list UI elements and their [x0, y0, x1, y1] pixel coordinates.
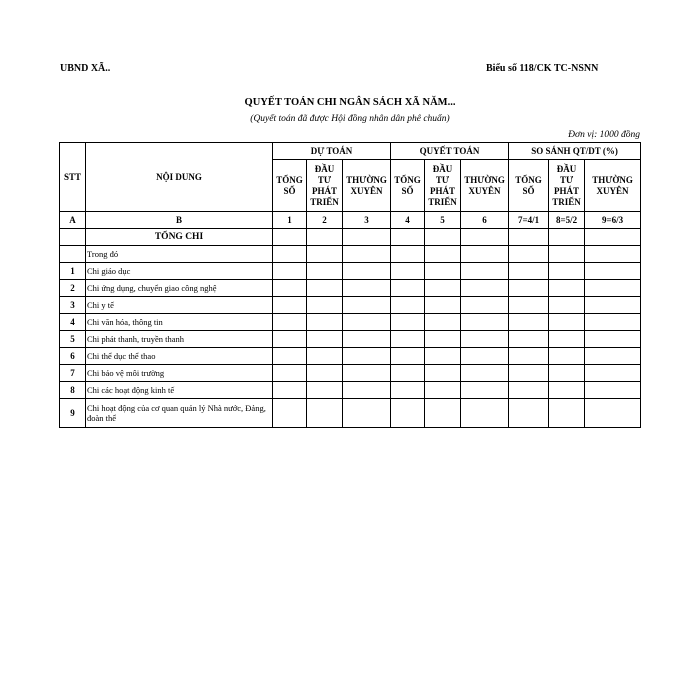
value-cell — [391, 246, 425, 263]
value-cell — [343, 229, 391, 246]
subheader-cell: THƯỜNG XUYÊN — [343, 160, 391, 212]
value-cell — [549, 263, 585, 280]
value-cell — [343, 297, 391, 314]
value-cell — [425, 314, 461, 331]
value-cell — [549, 229, 585, 246]
value-cell — [509, 348, 549, 365]
value-cell — [549, 348, 585, 365]
column-code-cell: 3 — [343, 212, 391, 229]
value-cell — [585, 246, 641, 263]
value-cell — [307, 263, 343, 280]
table-row — [60, 229, 641, 246]
column-code-cell: 7=4/1 — [509, 212, 549, 229]
table-row — [60, 280, 641, 297]
value-cell — [343, 246, 391, 263]
row-content: Trong đó — [86, 246, 273, 263]
value-cell — [425, 229, 461, 246]
col-stt-header: STT — [60, 143, 86, 212]
value-cell — [273, 365, 307, 382]
value-cell — [391, 263, 425, 280]
value-cell — [273, 229, 307, 246]
subheader-cell: TỔNG SỐ — [391, 160, 425, 212]
agency-name: UBND XÃ.. — [60, 63, 111, 74]
column-code-cell: B — [86, 212, 273, 229]
value-cell — [307, 331, 343, 348]
value-cell — [461, 229, 509, 246]
group-settlement-header: QUYẾT TOÁN — [391, 143, 509, 160]
value-cell — [425, 365, 461, 382]
value-cell — [425, 399, 461, 428]
value-cell — [307, 382, 343, 399]
row-stt: 6 — [60, 348, 86, 365]
value-cell — [273, 314, 307, 331]
value-cell — [273, 297, 307, 314]
value-cell — [273, 331, 307, 348]
value-cell — [509, 365, 549, 382]
value-cell — [461, 382, 509, 399]
value-cell — [461, 314, 509, 331]
value-cell — [273, 348, 307, 365]
value-cell — [425, 348, 461, 365]
table-row — [60, 263, 641, 280]
subheader-cell: TỔNG SỐ — [509, 160, 549, 212]
value-cell — [343, 399, 391, 428]
value-cell — [343, 263, 391, 280]
value-cell — [273, 263, 307, 280]
value-cell — [273, 280, 307, 297]
code-row — [60, 212, 641, 229]
value-cell — [549, 382, 585, 399]
value-cell — [391, 297, 425, 314]
value-cell — [391, 365, 425, 382]
value-cell — [461, 399, 509, 428]
value-cell — [509, 280, 549, 297]
value-cell — [509, 229, 549, 246]
value-cell — [307, 280, 343, 297]
row-content: Chi hoạt động của cơ quan quản lý Nhà nước, Đảng, đoàn thể — [86, 399, 273, 428]
table-row — [60, 348, 641, 365]
subheader-cell: ĐẦU TƯ PHÁT TRIỂN — [549, 160, 585, 212]
row-content: Chi các hoạt động kinh tế — [86, 382, 273, 399]
column-code-cell: 4 — [391, 212, 425, 229]
table-row — [60, 382, 641, 399]
value-cell — [509, 297, 549, 314]
value-cell — [307, 314, 343, 331]
value-cell — [343, 331, 391, 348]
row-stt: 7 — [60, 365, 86, 382]
row-content: Chi phát thanh, truyền thanh — [86, 331, 273, 348]
row-stt: 2 — [60, 280, 86, 297]
value-cell — [461, 348, 509, 365]
value-cell — [273, 382, 307, 399]
value-cell — [425, 263, 461, 280]
value-cell — [391, 314, 425, 331]
value-cell — [343, 280, 391, 297]
value-cell — [461, 297, 509, 314]
value-cell — [461, 263, 509, 280]
value-cell — [307, 229, 343, 246]
value-cell — [549, 246, 585, 263]
subheader-cell: ĐẦU TƯ PHÁT TRIỂN — [307, 160, 343, 212]
value-cell — [425, 246, 461, 263]
value-cell — [509, 314, 549, 331]
subheader-cell: ĐẦU TƯ PHÁT TRIỂN — [425, 160, 461, 212]
subheader-cell: TỔNG SỐ — [273, 160, 307, 212]
value-cell — [391, 331, 425, 348]
value-cell — [425, 382, 461, 399]
column-code-cell: 6 — [461, 212, 509, 229]
value-cell — [343, 348, 391, 365]
value-cell — [307, 365, 343, 382]
value-cell — [391, 399, 425, 428]
value-cell — [585, 229, 641, 246]
value-cell — [391, 229, 425, 246]
value-cell — [509, 331, 549, 348]
table-row — [60, 297, 641, 314]
value-cell — [307, 297, 343, 314]
value-cell — [509, 246, 549, 263]
value-cell — [549, 331, 585, 348]
row-stt: 8 — [60, 382, 86, 399]
budget-table — [59, 142, 641, 428]
document-title: QUYẾT TOÁN CHI NGÂN SÁCH XÃ NĂM... — [244, 97, 456, 108]
value-cell — [585, 297, 641, 314]
value-cell — [343, 314, 391, 331]
row-content: TỔNG CHI — [86, 229, 273, 246]
value-cell — [343, 365, 391, 382]
row-stt: 3 — [60, 297, 86, 314]
value-cell — [585, 331, 641, 348]
column-code-cell: A — [60, 212, 86, 229]
value-cell — [391, 280, 425, 297]
table-row — [60, 365, 641, 382]
value-cell — [509, 382, 549, 399]
table-row — [60, 399, 641, 428]
row-stt — [60, 246, 86, 263]
table-row — [60, 331, 641, 348]
row-stt: 5 — [60, 331, 86, 348]
row-stt: 4 — [60, 314, 86, 331]
value-cell — [549, 297, 585, 314]
document-subtitle: (Quyết toán đã được Hội đồng nhân dân phê chuẩn) — [250, 114, 450, 124]
value-cell — [585, 314, 641, 331]
value-cell — [585, 382, 641, 399]
row-content: Chi thể dục thể thao — [86, 348, 273, 365]
row-content: Chi ứng dụng, chuyển giao công nghệ — [86, 280, 273, 297]
group-estimate-header: DỰ TOÁN — [273, 143, 391, 160]
value-cell — [343, 382, 391, 399]
value-cell — [307, 399, 343, 428]
value-cell — [391, 382, 425, 399]
form-number: Biểu số 118/CK TC-NSNN — [486, 63, 599, 74]
value-cell — [585, 348, 641, 365]
row-content: Chi giáo dục — [86, 263, 273, 280]
subheader-cell: THƯỜNG XUYÊN — [461, 160, 509, 212]
value-cell — [549, 399, 585, 428]
row-content: Chi bảo vệ môi trường — [86, 365, 273, 382]
value-cell — [273, 399, 307, 428]
row-stt: 1 — [60, 263, 86, 280]
column-code-cell: 1 — [273, 212, 307, 229]
value-cell — [425, 331, 461, 348]
value-cell — [461, 365, 509, 382]
table-row — [60, 314, 641, 331]
value-cell — [391, 348, 425, 365]
table-row — [60, 246, 641, 263]
col-content-header: NỘI DUNG — [86, 143, 273, 212]
column-code-cell: 8=5/2 — [549, 212, 585, 229]
header-group-row — [60, 143, 641, 160]
value-cell — [461, 246, 509, 263]
row-content: Chi y tế — [86, 297, 273, 314]
value-cell — [461, 280, 509, 297]
value-cell — [307, 348, 343, 365]
column-code-cell: 5 — [425, 212, 461, 229]
group-comparison-header: SO SÁNH QT/DT (%) — [509, 143, 641, 160]
value-cell — [585, 399, 641, 428]
row-stt — [60, 229, 86, 246]
row-content: Chi văn hóa, thông tin — [86, 314, 273, 331]
value-cell — [549, 314, 585, 331]
subheader-cell: THƯỜNG XUYÊN — [585, 160, 641, 212]
value-cell — [461, 331, 509, 348]
value-cell — [273, 246, 307, 263]
value-cell — [425, 297, 461, 314]
column-code-cell: 9=6/3 — [585, 212, 641, 229]
value-cell — [509, 263, 549, 280]
column-code-cell: 2 — [307, 212, 343, 229]
value-cell — [509, 399, 549, 428]
row-stt: 9 — [60, 399, 86, 428]
value-cell — [585, 263, 641, 280]
value-cell — [549, 365, 585, 382]
value-cell — [585, 365, 641, 382]
value-cell — [307, 246, 343, 263]
value-cell — [549, 280, 585, 297]
value-cell — [585, 280, 641, 297]
value-cell — [425, 280, 461, 297]
unit-label: Đơn vị: 1000 đồng — [568, 130, 640, 140]
